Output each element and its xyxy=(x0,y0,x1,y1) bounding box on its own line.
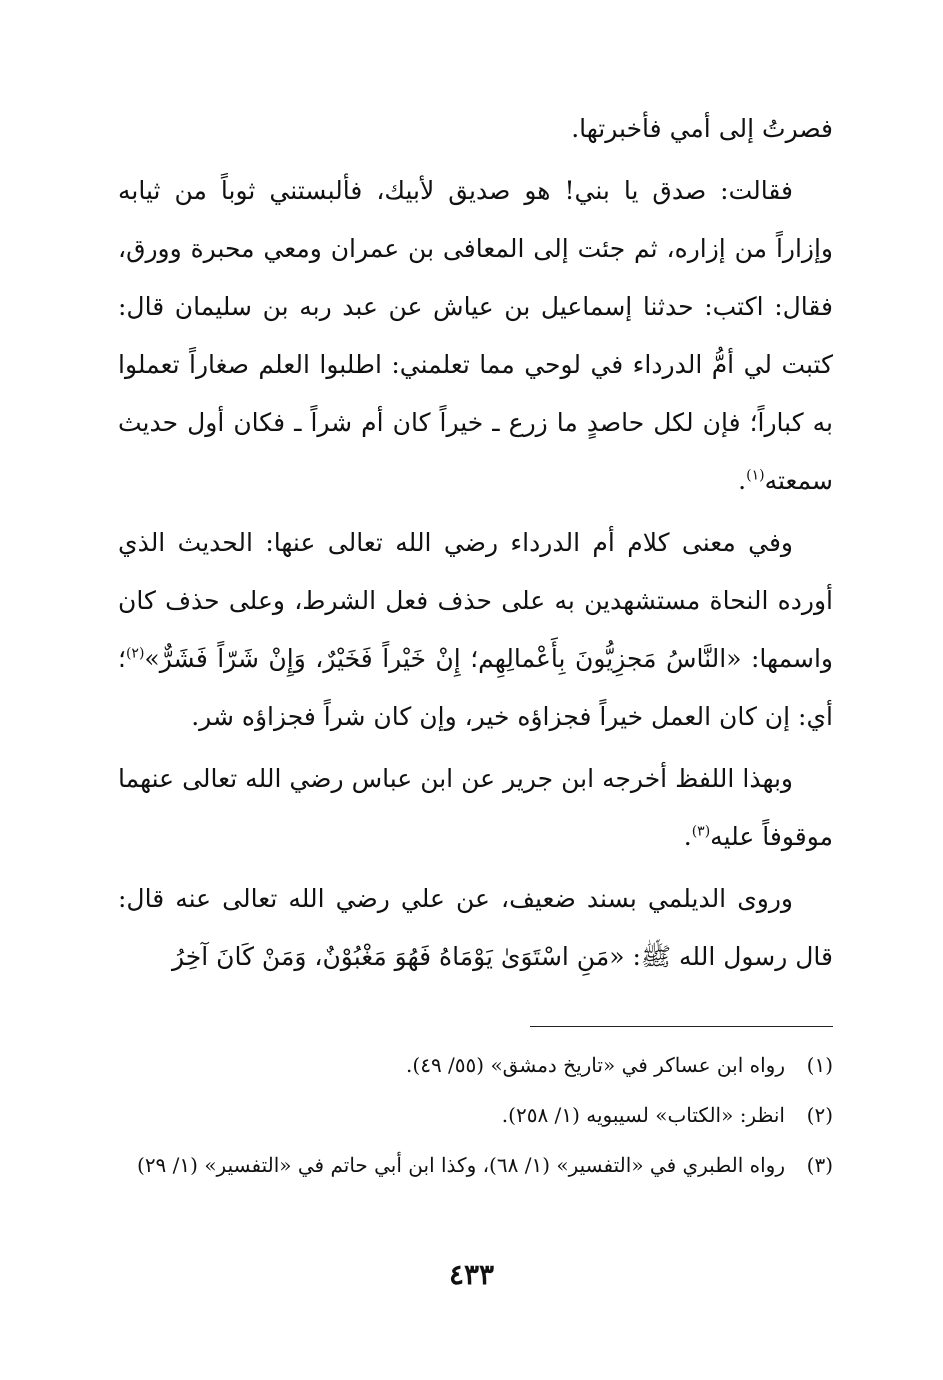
footnote-2 xyxy=(118,1090,833,1140)
footnote-3 xyxy=(118,1140,833,1190)
footnote-number: (١) xyxy=(806,1053,833,1077)
footnote-text: رواه ابن عساكر في «تاريخ دمشق» (٥٥/ ٤٩). xyxy=(406,1053,785,1077)
footnote-number: (٢) xyxy=(806,1103,833,1127)
footnote-number: (٣) xyxy=(806,1153,833,1177)
footnote-text: انظر: «الكتاب» لسيبويه (١/ ٢٥٨). xyxy=(501,1103,785,1127)
footnote-ref-3: (٣) xyxy=(691,823,711,840)
main-text xyxy=(118,100,833,990)
page-number: ٤٣٣ xyxy=(448,1258,495,1291)
paragraph-5: وروى الديلمي بسند ضعيف، عن علي رضي الله تعالى عنه قال: قال رسول الله ﷺ: «مَنِ اسْتَوَىٰ يَوْمَاهُ فَهُوَ مَغْبُوْنٌ، وَمَنْ كَانَ آخِرُ xyxy=(118,884,833,971)
paragraph-1: فصرتُ إلى أمي فأخبرتها. xyxy=(571,114,833,143)
footnote-ref-1: (١) xyxy=(746,467,765,484)
paragraph-2: فقالت: صدق يا بني! هو صديق لأبيك، فألبستني ثوباً من ثيابه وإزاراً من إزاره، ثم جئت إلى المعافى بن عمران ومعي محبرة وورق، فقال: اكتب: حدثنا إسماعيل بن عياش عن عبد ربه بن سليمان قال: كتبت لي أمُّ الدرداء في لوحي مما تعلمني: اطلبوا العلم صغاراً تعملوا به كباراً؛ فإن لكل حاصدٍ ما زرع ـ خيراً كان أم شراً ـ فكان أول حديث سمعته$^{(١)}$. xyxy=(118,176,833,495)
footnote-text: رواه الطبري في «التفسير» (١/ ٦٨)، وكذا ابن أبي حاتم في «التفسير» (١/ ٢٩) xyxy=(137,1153,785,1177)
footnote-separator xyxy=(530,1026,833,1027)
paragraph-4: وبهذا اللفظ أخرجه ابن جرير عن ابن عباس رضي الله تعالى عنهما موقوفاً عليه$^{(٣)}$. xyxy=(118,764,833,851)
footnote-ref-2: (٢) xyxy=(125,645,145,662)
footnotes xyxy=(118,1040,833,1190)
paragraph-3: وفي معنى كلام أم الدرداء رضي الله تعالى عنها: الحديث الذي أورده النحاة مستشهدين به على حذف فعل الشرط، وعلى حذف كان واسمها: «النَّاسُ مَجزِيُّونَ بِأَعْمالِهِم؛ إِنْ خَيْراً فَخَيْرٌ، وَإِنْ شَرّاً فَشَرٌّ»$^{(٢)}$؛ أي: إن كان العمل خيراً فجزاؤه خير، وإن كان شراً فجزاؤه شر. xyxy=(118,528,833,731)
footnote-1 xyxy=(118,1040,833,1090)
